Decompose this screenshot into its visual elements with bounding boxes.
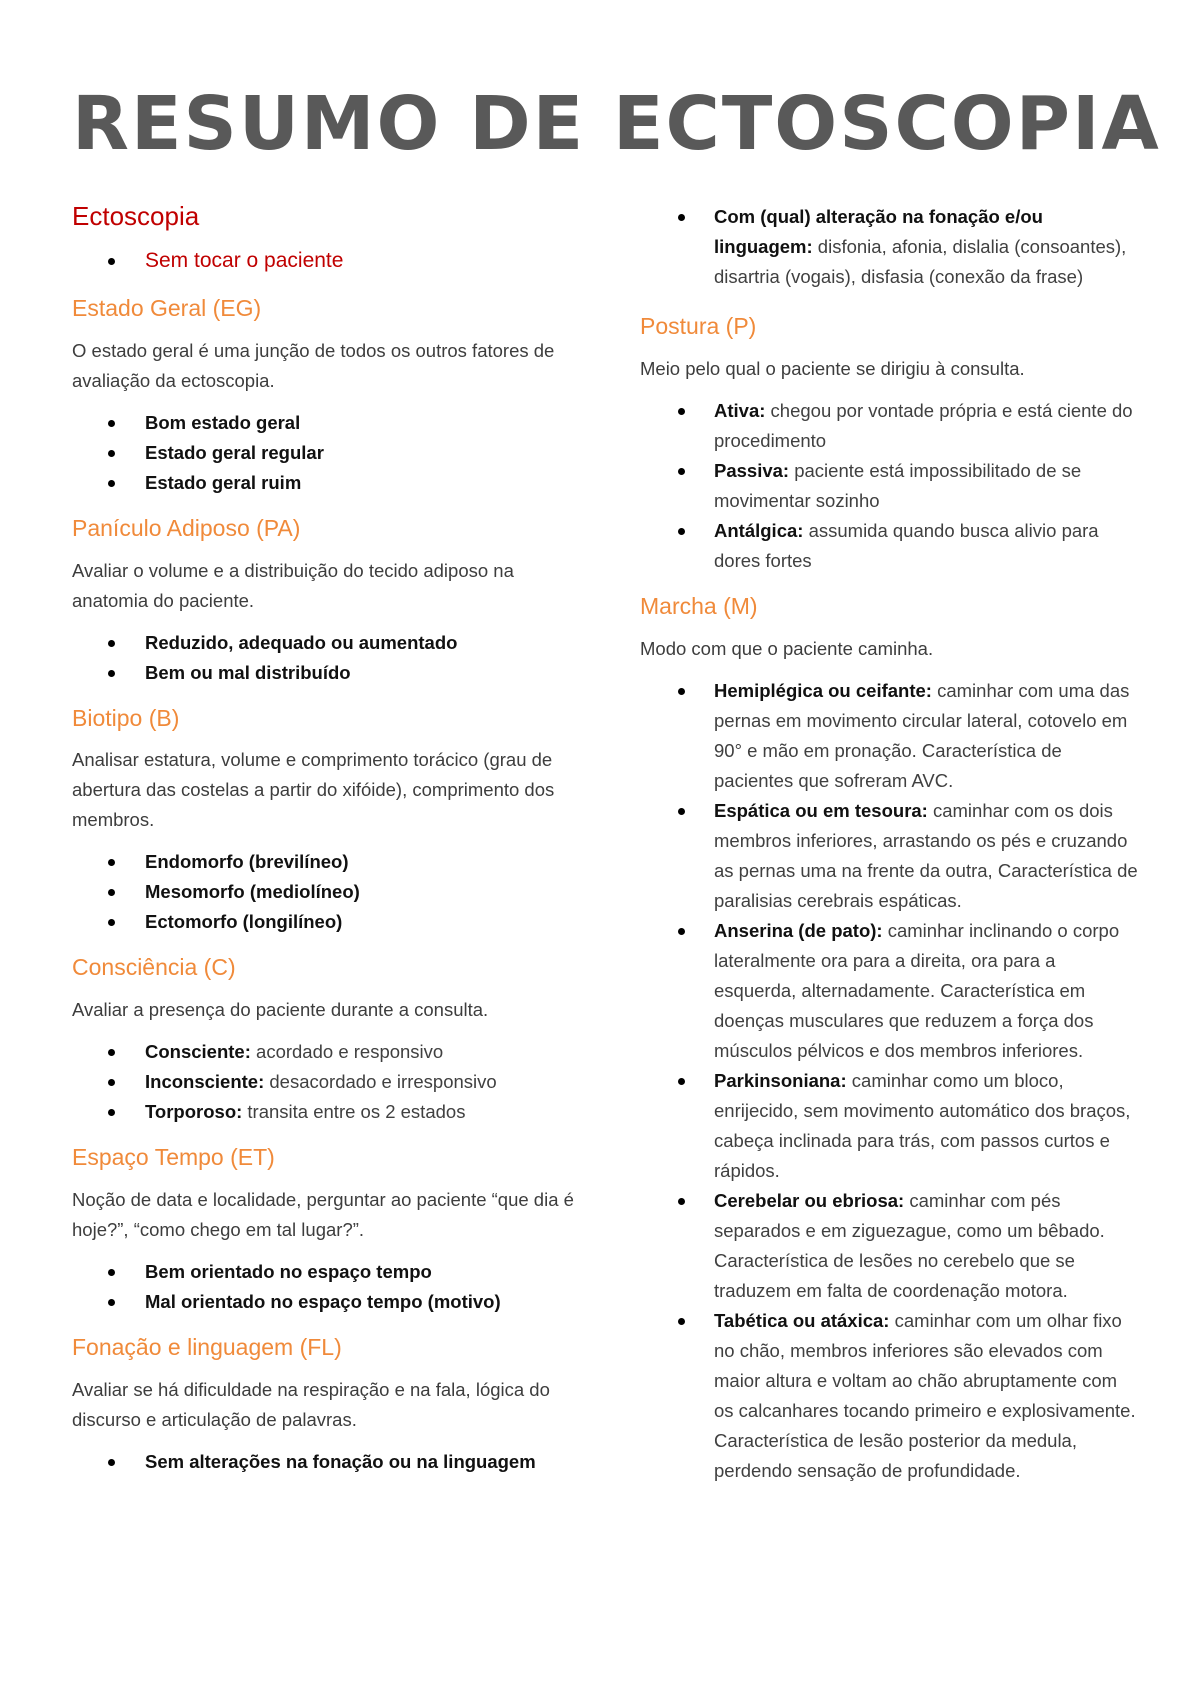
ectoscopia-list bbox=[72, 244, 582, 278]
list-item bbox=[640, 676, 1140, 796]
heading-marcha: Marcha (M) bbox=[640, 592, 758, 619]
heading-espaco-tempo: Espaço Tempo (ET) bbox=[72, 1144, 275, 1171]
list-item: Bem ou mal distribuído bbox=[72, 658, 582, 688]
list-item: Mesomorfo (mediolíneo) bbox=[72, 877, 582, 907]
term-label: Tabética ou atáxica: bbox=[714, 1309, 890, 1331]
list-item bbox=[640, 916, 1140, 1066]
term-label: Inconsciente: bbox=[145, 1071, 265, 1093]
list-item: Bem orientado no espaço tempo bbox=[72, 1257, 582, 1287]
consciencia-list bbox=[72, 1037, 582, 1127]
list-item bbox=[640, 1186, 1140, 1306]
list-item bbox=[640, 1306, 1140, 1486]
postura-list bbox=[640, 396, 1140, 576]
term-label: Com (qual) alteração na fonação e/ou linguagem: bbox=[714, 206, 1043, 257]
biotipo-list bbox=[72, 847, 582, 937]
heading-ectoscopia: Ectoscopia bbox=[72, 201, 200, 231]
list-item bbox=[640, 202, 1140, 292]
fonacao-list bbox=[72, 1447, 582, 1477]
paniculo-list bbox=[72, 628, 582, 688]
term-label: Cerebelar ou ebriosa: bbox=[714, 1189, 905, 1211]
heading-fonacao-linguagem: Fonação e linguagem (FL) bbox=[72, 1334, 342, 1361]
list-item bbox=[72, 1097, 582, 1127]
postura-description: Meio pelo qual o paciente se dirigiu à consulta. bbox=[640, 357, 1025, 379]
biotipo-description: Analisar estatura, volume e comprimento torácico (grau de abertura das costelas a partir do xifóide), comprimento dos membros. bbox=[72, 749, 555, 831]
term-label: Ativa: bbox=[714, 399, 766, 421]
term-text: disfonia, afonia, dislalia (consoantes), disartria (vogais), disfasia (conexão da frase) bbox=[714, 236, 1127, 287]
term-text: caminhar com uma das pernas em movimento circular lateral, cotovelo em 90° e mão em pronação. Característica de pacientes que sofreram AVC. bbox=[714, 679, 1130, 791]
list-item bbox=[640, 796, 1140, 916]
term-label: Passiva: bbox=[714, 459, 790, 481]
list-item: Sem tocar o paciente bbox=[72, 244, 582, 278]
term-label: Antálgica: bbox=[714, 519, 804, 541]
list-item bbox=[72, 1067, 582, 1097]
marcha-list bbox=[640, 676, 1140, 1486]
list-item bbox=[640, 1066, 1140, 1186]
heading-paniculo-adiposo: Panículo Adiposo (PA) bbox=[72, 514, 301, 541]
term-label: Consciente: bbox=[145, 1041, 251, 1063]
term-text: paciente está impossibilitado de se movimentar sozinho bbox=[714, 459, 1082, 511]
heading-postura: Postura (P) bbox=[640, 313, 757, 339]
heading-consciencia: Consciência (C) bbox=[72, 954, 236, 981]
list-item: Mal orientado no espaço tempo (motivo) bbox=[72, 1287, 582, 1317]
term-text: caminhar inclinando o corpo lateralmente ora para a direita, ora para a esquerda, alternadamente. Característica em doenças musculares que reduzem a força dos músculos pélvicos e dos membros inferiores. bbox=[714, 919, 1120, 1061]
espaco-tempo-list bbox=[72, 1257, 582, 1317]
list-item: Sem alterações na fonação ou na linguagem bbox=[72, 1447, 582, 1477]
list-item: Estado geral regular bbox=[72, 438, 582, 468]
list-item bbox=[640, 456, 1140, 516]
term-text: desacordado e irresponsivo bbox=[264, 1071, 497, 1093]
term-text: caminhar com pés separados e em ziguezague, como um bêbado. Característica de lesões no cerebelo que se traduzem em falta de coordenação motora. bbox=[714, 1189, 1105, 1301]
term-label: Anserina (de pato): bbox=[714, 919, 883, 941]
estado-geral-list bbox=[72, 408, 582, 498]
list-item: Ectomorfo (longilíneo) bbox=[72, 907, 582, 937]
list-item bbox=[640, 516, 1140, 576]
list-item: Bom estado geral bbox=[72, 408, 582, 438]
consciencia-description: Avaliar a presença do paciente durante a consulta. bbox=[72, 999, 489, 1021]
term-label: Espática ou em tesoura: bbox=[714, 799, 928, 821]
paniculo-description: Avaliar o volume e a distribuição do tecido adiposo na anatomia do paciente. bbox=[72, 559, 514, 611]
list-item: Endomorfo (brevilíneo) bbox=[72, 847, 582, 877]
term-text: caminhar com um olhar fixo no chão, membros inferiores são elevados com maior altura e voltam ao chão abruptamente com os calcanhares tocando primeiro e explosivamente. Característica de lesão posterior da medula, perdendo sensação de profundidade. bbox=[714, 1309, 1136, 1481]
fonacao-description: Avaliar se há dificuldade na respiração e na fala, lógica do discurso e articulação de palavras. bbox=[72, 1379, 550, 1431]
marcha-description: Modo com que o paciente caminha. bbox=[640, 637, 934, 659]
heading-biotipo: Biotipo (B) bbox=[72, 704, 180, 731]
term-text: assumida quando busca alivio para dores fortes bbox=[714, 519, 1099, 571]
espaco-tempo-description: Noção de data e localidade, perguntar ao paciente “que dia é hoje?”, “como chego em tal lugar?”. bbox=[72, 1189, 574, 1241]
list-item: Estado geral ruim bbox=[72, 468, 582, 498]
estado-geral-description: O estado geral é uma junção de todos os outros fatores de avaliação da ectoscopia. bbox=[72, 339, 555, 391]
term-label: Torporoso: bbox=[145, 1101, 243, 1123]
heading-estado-geral: Estado Geral (EG) bbox=[72, 294, 262, 321]
list-item bbox=[640, 396, 1140, 456]
list-item: Reduzido, adequado ou aumentado bbox=[72, 628, 582, 658]
term-text: caminhar como um bloco, enrijecido, sem movimento automático dos braços, cabeça inclinada para trás, com passos curtos e rápidos. bbox=[714, 1069, 1131, 1181]
list-item bbox=[72, 1037, 582, 1067]
term-text: caminhar com os dois membros inferiores, arrastando os pés e cruzando as pernas uma na frente da outra, Característica de paralisias cerebrais espáticas. bbox=[714, 799, 1138, 911]
term-label: Hemiplégica ou ceifante: bbox=[714, 679, 932, 701]
document-title: RESUMO DE ECTOSCOPIA bbox=[72, 81, 1161, 167]
term-label: Parkinsoniana: bbox=[714, 1069, 847, 1091]
fonacao-list-continued bbox=[640, 202, 1140, 292]
term-text: transita entre os 2 estados bbox=[242, 1101, 466, 1123]
term-text: chegou por vontade própria e está ciente do procedimento bbox=[714, 399, 1133, 451]
left-column bbox=[72, 200, 582, 1483]
right-column bbox=[640, 202, 1140, 1492]
term-text: acordado e responsivo bbox=[250, 1041, 444, 1063]
